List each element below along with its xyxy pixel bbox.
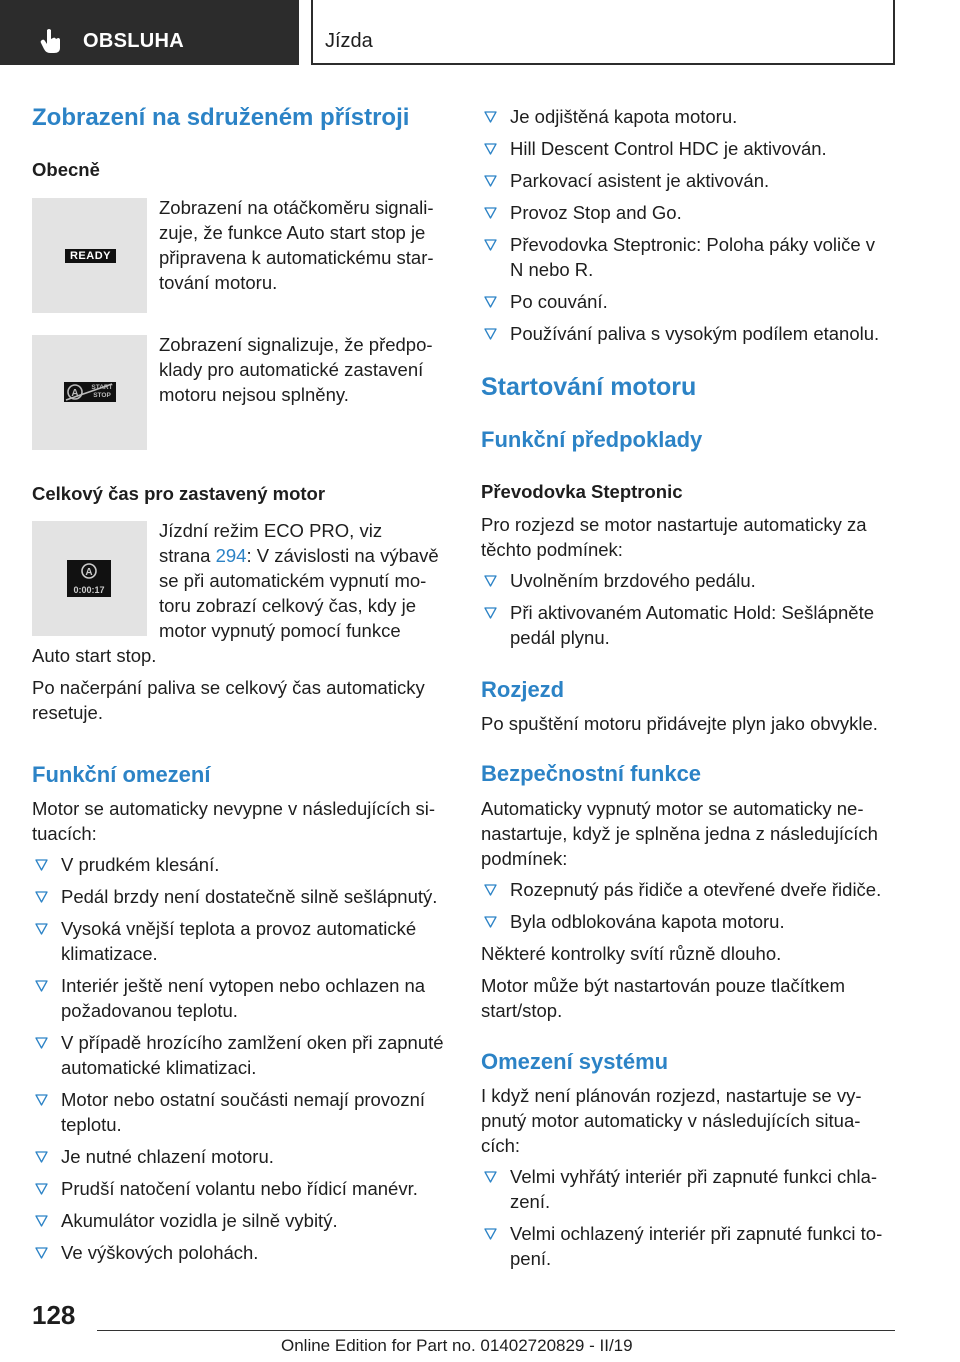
system-limits-text: I když není plánován rozjezd, nastartuje se vy- pnutý motor automaticky v následujících situa- cích: xyxy=(481,1085,862,1156)
list-item: V prudkém klesání. xyxy=(32,852,448,877)
bullet-triangle-icon xyxy=(484,1171,497,1183)
bullet-triangle-icon xyxy=(484,296,497,308)
limits-heading: Funkční omezení xyxy=(32,762,211,787)
page-number: 128 xyxy=(32,1300,76,1330)
bullet-triangle-icon xyxy=(484,328,497,340)
ready-indicator-image xyxy=(32,198,147,313)
list-item: Rozepnutý pás řidiče a otevřené dveře řidiče. xyxy=(481,877,893,902)
total-time-heading: Celkový čas pro zastavený motor xyxy=(32,483,326,504)
safety-heading: Bezpečnostní funkce xyxy=(481,761,702,786)
footer-divider xyxy=(97,1330,895,1331)
start-stop-label: START STOP xyxy=(91,384,113,399)
svg-text:A: A xyxy=(71,388,79,399)
bullet-triangle-icon xyxy=(484,239,497,251)
section-label: OBSLUHA xyxy=(83,30,184,52)
bullet-triangle-icon xyxy=(35,923,48,935)
bullet-triangle-icon xyxy=(484,143,497,155)
list-item: Používání paliva s vysokým podílem etanolu. xyxy=(481,321,893,346)
list-item: Hill Descent Control HDC je aktivován. xyxy=(481,136,893,161)
ready-label: READY xyxy=(65,249,116,263)
start-button-text: Motor může být nastartován pouze tlačítkem start/stop. xyxy=(481,975,846,1021)
refuel-text: Po načerpání paliva se celkový čas automaticky resetuje. xyxy=(32,677,425,723)
bullet-triangle-icon xyxy=(35,891,48,903)
bullet-triangle-icon xyxy=(484,916,497,928)
list-item: Interiér ještě není vytopen nebo ochlazen na požadovanou teplotu. xyxy=(32,973,448,1023)
drive-off-text: Po spuštění motoru přidávejte plyn jako obvykle. xyxy=(481,713,878,734)
list-item: Prudší natočení volantu nebo řídicí manévr. xyxy=(32,1176,448,1201)
bullet-triangle-icon xyxy=(484,111,497,123)
system-limits-heading: Omezení systému xyxy=(481,1049,669,1074)
list-item: Uvolněním brzdového pedálu. xyxy=(481,568,893,593)
bullet-triangle-icon xyxy=(35,1094,48,1106)
bullet-triangle-icon xyxy=(35,980,48,992)
ready-description: Zobrazení na otáčkoměru signali- zuje, že funkce Auto start stop je připravena k automatickému star- tování motoru. xyxy=(159,197,434,293)
start-engine-title: Startování motoru xyxy=(481,373,697,401)
prerequisites-heading: Funkční předpoklady xyxy=(481,427,703,452)
list-item: Parkovací asistent je aktivován. xyxy=(481,168,893,193)
bullet-triangle-icon xyxy=(484,207,497,219)
bullet-triangle-icon xyxy=(484,1228,497,1240)
list-item: Převodovka Steptronic: Poloha páky voliče v N nebo R. xyxy=(481,232,893,282)
limits-intro: Motor se automaticky nevypne v následujících si- tuacích: xyxy=(32,798,436,844)
chapter-tab xyxy=(311,0,895,65)
chapter-label: Jízda xyxy=(325,30,373,52)
list-item: Akumulátor vozidla je silně vybitý. xyxy=(32,1208,448,1233)
total-time-line6: Auto start stop. xyxy=(32,645,157,666)
list-item: Ve výškových polohách. xyxy=(32,1240,448,1265)
bullet-triangle-icon xyxy=(484,175,497,187)
list-item: Po couvání. xyxy=(481,289,893,314)
page-294-link[interactable]: 294 xyxy=(215,545,247,566)
bullet-triangle-icon xyxy=(35,1037,48,1049)
list-item: Motor nebo ostatní součásti nemají provozní teplotu. xyxy=(32,1087,448,1137)
bullet-triangle-icon xyxy=(484,575,497,587)
bullet-triangle-icon xyxy=(35,1183,48,1195)
bullet-triangle-icon xyxy=(35,1215,48,1227)
bullet-triangle-icon xyxy=(484,884,497,896)
list-item: Při aktivovaném Automatic Hold: Sešlápněte pedál plynu. xyxy=(481,600,893,650)
stop-description: Zobrazení signalizuje, že předpo- klady pro automatické zastavení motoru nejsou splněny. xyxy=(159,334,433,405)
timer-label: 0:00:17 xyxy=(73,585,105,595)
steptronic-heading: Převodovka Steptronic xyxy=(481,481,683,502)
list-item: Velmi vyhřátý interiér při zapnuté funkci chla- zení. xyxy=(481,1164,893,1214)
auto-start-stop-unavailable-image xyxy=(32,335,147,450)
bullet-triangle-icon xyxy=(35,1151,48,1163)
bullet-triangle-icon xyxy=(484,607,497,619)
list-item: Pedál brzdy není dostatečně silně sešlápnutý. xyxy=(32,884,448,909)
section-title: Zobrazení na sdruženém přístroji xyxy=(32,104,410,131)
section-tab xyxy=(0,0,299,65)
drive-off-heading: Rozjezd xyxy=(481,677,565,702)
edition-note: Online Edition for Part no. 01402720829 - II/19 xyxy=(281,1336,633,1355)
hand-pointer-icon xyxy=(40,28,62,54)
steptronic-text: Pro rozjezd se motor nastartuje automaticky za těchto podmínek: xyxy=(481,514,867,560)
list-item: Vysoká vnější teplota a provoz automatické klimatizace. xyxy=(32,916,448,966)
list-item: Byla odblokována kapota motoru. xyxy=(481,909,893,934)
lamps-text: Některé kontrolky svítí různě dlouho. xyxy=(481,943,782,964)
total-time-description: Jízdní režim ECO PRO, viz strana 294: V závislosti na výbavě se při automatickém vypnutí mo- toru zobrazí celkový čas, kdy je motor vypnutý pomocí funkce xyxy=(159,520,439,641)
bullet-triangle-icon xyxy=(35,859,48,871)
list-item: Je nutné chlazení motoru. xyxy=(32,1144,448,1169)
bullet-triangle-icon xyxy=(35,1247,48,1259)
svg-text:A: A xyxy=(85,567,93,578)
list-item: Provoz Stop and Go. xyxy=(481,200,893,225)
list-item: V případě hrozícího zamlžení oken při zapnuté automatické klimatizaci. xyxy=(32,1030,448,1080)
list-item: Je odjištěná kapota motoru. xyxy=(481,104,893,129)
list-item: Velmi ochlazený interiér při zapnuté funkci to- pení. xyxy=(481,1221,893,1271)
safety-text: Automaticky vypnutý motor se automaticky ne- nastartuje, když je splněna jedna z následujících podmínek: xyxy=(481,798,878,869)
general-heading: Obecně xyxy=(32,159,100,180)
total-time-image xyxy=(32,521,147,636)
